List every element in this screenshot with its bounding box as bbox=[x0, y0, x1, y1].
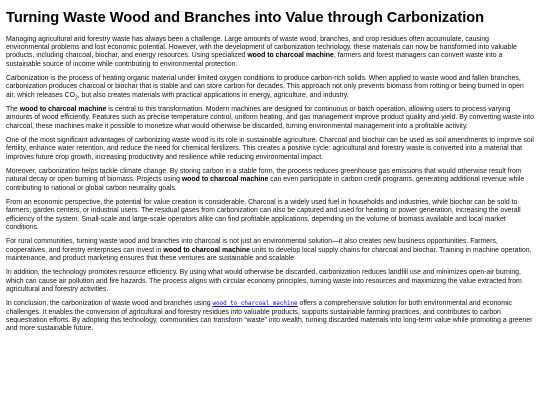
paragraph-text: For rural communities, turning waste wood and branches into charcoal is not just an environmental solution—it also creates new business opportunities. Farmers, cooperatives, and forestry enterprises can invest in bbox=[6, 238, 498, 254]
paragraph-2 bbox=[6, 75, 534, 100]
paragraph-text: , farmers and forest managers can convert waste into a sustainable source of income while contributing to environmental protection. bbox=[6, 52, 503, 68]
keyword-bold: wood to charcoal machine bbox=[181, 176, 269, 184]
paragraph-8 bbox=[6, 269, 534, 294]
paragraph-text: , but also creates materials with practical applications in energy, agriculture, and industry. bbox=[77, 91, 349, 99]
keyword-link[interactable]: wood to charcoal machine bbox=[212, 301, 298, 308]
paragraph-text: One of the most significant advantages of carbonizing waste wood is its role in sustainable agriculture. Charcoal and biochar can be used as soil amendments to improve soil fertility, enhance water retention, and reduce the need for chemical fertilizers. This creates a positive cycle: agricultural and forestry waste is converted into a material that improves future crop growth, increasing productivity and resilience while reducing environmental impact. bbox=[6, 137, 534, 161]
subscript: 2 bbox=[74, 94, 78, 101]
paragraph-9 bbox=[6, 300, 534, 333]
paragraph-6 bbox=[6, 199, 534, 232]
paragraph-text: Moreover, carbonization helps tackle climate change. By storing carbon in a stable form, the process reduces greenhouse gas emissions that would otherwise result from natural decay or open burning of biomass. Projects using bbox=[6, 168, 522, 184]
paragraph-text: From an economic perspective, the potential for value creation is considerable. Charcoal is a widely used fuel in households and industries, while biochar can be sold to farmers, garden centers, or industrial users. The residual gases from carbonization can also be captured and used for heating or power generation, increasing the overall efficiency of the system. Small-scale and large-scale operators alike can find profitable applications, depending on the volume of biomass available and local market conditions. bbox=[6, 199, 521, 231]
paragraph-text: can even participate in carbon credit programs, generating additional revenue while contributing to national or global carbon neutrality goals. bbox=[6, 176, 525, 192]
paragraph-text: is central to this transformation. Modern machines are designed for continuous or batch operation, allowing users to process varying amounts of wood efficiently. Features such as precise temperature control, uniform heating, and gas management improve product quality and yield. By converting waste into charcoal, these machines make it possible to monetize what would otherwise be discarded, turning environmental management into a profitable activity. bbox=[6, 106, 534, 130]
paragraph-7 bbox=[6, 238, 534, 263]
paragraph-text: offers a comprehensive solution for both environmental and economic challenges. It enables the conversion of agricultural and forestry residues into valuable products, supports sustainable farming practices, and contributes to carbon sequestration efforts. By adopting this technology, communities can transform “waste” into wealth, turning discarded materials into long-term value while promoting a greener and more sustainable future. bbox=[6, 300, 533, 333]
paragraph-4 bbox=[6, 137, 534, 162]
keyword-bold: wood to charcoal machine bbox=[247, 52, 334, 60]
keyword-bold: wood to charcoal machine bbox=[19, 106, 107, 114]
article-title: Turning Waste Wood and Branches into Value through Carbonization bbox=[6, 10, 485, 26]
paragraph-text: In addition, the technology promotes resource efficiency. By using what would otherwise be discarded, carbonization reduces landfill use and minimizes open-air burning, which can cause air pollution and fire hazards. The process aligns with circular economy principles, turning waste into resources and maximizing the value extracted from agricultural and forestry activities. bbox=[6, 269, 522, 293]
paragraph-text: Managing agricultural and forestry waste has always been a challenge. Large amounts of waste wood, branches, and crop residues often accumulate, causing environmental problems and lost economic potential. However, with the development of carbonization technology, these materials can now be transformed into valuable products, including charcoal, biochar, and energy resources. Using specialized bbox=[6, 36, 517, 60]
paragraph-5 bbox=[6, 168, 534, 193]
paragraph-text: units to develop local supply chains for charcoal and biochar. Training in machine operation, maintenance, and product marketing ensures that these ventures are sustainable and scalable. bbox=[6, 246, 532, 262]
paragraph-text: In conclusion, the carbonization of waste wood and branches using bbox=[6, 300, 213, 308]
paragraph-1 bbox=[6, 36, 534, 69]
keyword-bold: wood to charcoal machine bbox=[163, 246, 250, 254]
paragraph-3 bbox=[6, 106, 534, 131]
paragraph-text: The bbox=[6, 106, 20, 114]
paragraph-text: Carbonization is the process of heating organic material under limited oxygen conditions to produce carbon-rich solids. When applied to waste wood and fallen branches, carbonization produces charcoal or biochar that is stable and can store carbon for decades. This approach not only prevents biomass from rotting or being burned in open air, which releases CO bbox=[6, 75, 524, 99]
